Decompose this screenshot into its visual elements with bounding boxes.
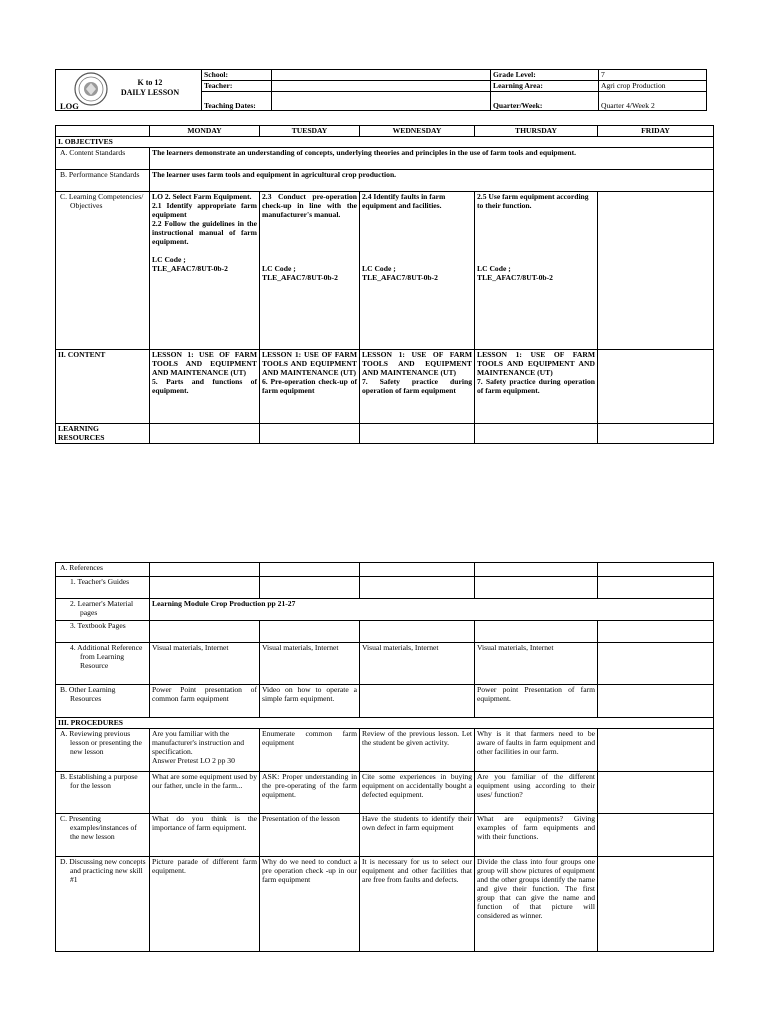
or-empty-fri bbox=[598, 685, 714, 718]
resources-empty-tue bbox=[260, 424, 360, 444]
tg-empty-wed bbox=[360, 577, 475, 599]
reviewing-thursday: Why is it that farmers need to be aware of faults in farm equipment and other facilities in our farm. bbox=[475, 729, 598, 772]
additional-ref-thursday: Visual materials, Internet bbox=[475, 643, 598, 685]
ref-empty-tue bbox=[260, 563, 360, 577]
tb-empty-tue bbox=[260, 621, 360, 643]
teacher-value bbox=[272, 81, 491, 92]
grade-value: 7 bbox=[599, 70, 707, 81]
area-label: Learning Area: bbox=[491, 81, 599, 92]
title-line-3: LOG bbox=[60, 101, 79, 111]
purpose-monday: What are some equipment used by our father, uncle in the farm... bbox=[150, 772, 260, 814]
objectives-title: I. OBJECTIVES bbox=[56, 137, 714, 148]
quarter-value: Quarter 4/Week 2 bbox=[599, 92, 707, 111]
content-standards-text: The learners demonstrate an understanding of concepts, underlying theories and principles in the use of farm tools and equipment. bbox=[150, 148, 714, 170]
discussing-wednesday: It is necessary for us to select our equipment and other facilities that are free from faults and defects. bbox=[360, 857, 475, 952]
logo-cell bbox=[56, 70, 202, 111]
reviewing-wednesday: Review of the previous lesson. Let the student be given activity. bbox=[360, 729, 475, 772]
tb-empty-thu bbox=[475, 621, 598, 643]
day-header-wednesday: WEDNESDAY bbox=[360, 126, 475, 137]
competencies-label: C. Learning Competencies/ Objectives bbox=[56, 192, 150, 350]
competencies-tuesday: 2.3 Conduct pre-operation check-up in line with the manufacturer's manual. LC Code ; TLE_AFAC7/8UT-0b-2 bbox=[260, 192, 360, 350]
purpose-thursday: Are you familiar of the different equipment using according to their uses/ function? bbox=[475, 772, 598, 814]
learners-material-text: Learning Module Crop Production pp 21-27 bbox=[150, 599, 714, 621]
competencies-monday: LO 2. Select Farm Equipment. 2.1 Identify appropriate farm equipment 2.2 Follow the guidelines in the instructional manual of farm equipment. LC Code ; TLE_AFAC7/8UT-0b-2 bbox=[150, 192, 260, 350]
discussing-monday: Picture parade of different farm equipment. bbox=[150, 857, 260, 952]
ref-empty-wed bbox=[360, 563, 475, 577]
quarter-label: Quarter/Week: bbox=[491, 92, 599, 111]
content-title: II. CONTENT bbox=[56, 350, 150, 424]
presenting-wednesday: Have the students to identify their own defect in farm equipment bbox=[360, 814, 475, 857]
learners-material-label: 2. Learner's Material pages bbox=[56, 599, 150, 621]
other-resources-monday: Power Point presentation of common farm equipment bbox=[150, 685, 260, 718]
reviewing-label: A. Reviewing previous lesson or presenting the new lesson bbox=[56, 729, 150, 772]
day-header-monday: MONDAY bbox=[150, 126, 260, 137]
ref-empty-thu bbox=[475, 563, 598, 577]
procedures-title: III. PROCEDURES bbox=[56, 718, 714, 729]
tb-empty-wed bbox=[360, 621, 475, 643]
ar-empty-fri bbox=[598, 643, 714, 685]
tg-empty-fri bbox=[598, 577, 714, 599]
reviewing-tuesday: Enumerate common farm equipment bbox=[260, 729, 360, 772]
teacher-label: Teacher: bbox=[202, 81, 272, 92]
additional-ref-wednesday: Visual materials, Internet bbox=[360, 643, 475, 685]
other-resources-thursday: Power point Presentation of farm equipment. bbox=[475, 685, 598, 718]
grade-label: Grade Level: bbox=[491, 70, 599, 81]
reviewing-monday: Are you familiar with the manufacturer's instruction and specification. Answer Pretest LO 2 pp 30 bbox=[150, 729, 260, 772]
presenting-thursday: What are equipments? Giving examples of farm equipments and with their functions. bbox=[475, 814, 598, 857]
resources-empty-thu bbox=[475, 424, 598, 444]
day-header-thursday: THURSDAY bbox=[475, 126, 598, 137]
purpose-tuesday: ASK: Proper understanding in the pre-operating of the farm equipment. bbox=[260, 772, 360, 814]
performance-standards-text: The learner uses farm tools and equipment in agricultural crop production. bbox=[150, 170, 714, 192]
pr-empty-fri bbox=[598, 814, 714, 857]
presenting-monday: What do you think is the importance of farm equipment. bbox=[150, 814, 260, 857]
resources-procedures-table bbox=[55, 562, 714, 952]
school-label: School: bbox=[202, 70, 272, 81]
presenting-label: C. Presenting examples/instances of the new lesson bbox=[56, 814, 150, 857]
competencies-friday bbox=[598, 192, 714, 350]
resources-empty-fri bbox=[598, 424, 714, 444]
tg-empty-tue bbox=[260, 577, 360, 599]
document-title bbox=[100, 78, 200, 98]
area-value: Agri crop Production bbox=[599, 81, 707, 92]
ref-empty-mon bbox=[150, 563, 260, 577]
additional-reference-label: 4. Additional Reference from Learning Resource bbox=[56, 643, 150, 685]
discussing-label: D. Discussing new concepts and practicing new skill #1 bbox=[56, 857, 150, 952]
additional-ref-tuesday: Visual materials, Internet bbox=[260, 643, 360, 685]
performance-standards-label: B. Performance Standards bbox=[56, 170, 150, 192]
content-tuesday: LESSON 1: USE OF FARM TOOLS AND EQUIPMENT AND MAINTENANCE (UT) 6. Pre-operation check-up of farm equipment bbox=[260, 350, 360, 424]
dates-value bbox=[272, 92, 491, 111]
purpose-label: B. Establishing a purpose for the lesson bbox=[56, 772, 150, 814]
content-wednesday: LESSON 1: USE OF FARM TOOLS AND EQUIPMENT AND MAINTENANCE (UT) 7. Safety practice during operation of farm equipment bbox=[360, 350, 475, 424]
day-header-friday: FRIDAY bbox=[598, 126, 714, 137]
content-thursday: LESSON 1: USE OF FARM TOOLS AND EQUIPMENT AND MAINTENANCE (UT) 7. Safety practice during operation of farm equipment. bbox=[475, 350, 598, 424]
purpose-wednesday: Cite some experiences in buying equipment on accidentally bought a defected equipment. bbox=[360, 772, 475, 814]
rv-empty-fri bbox=[598, 729, 714, 772]
title-line-2: DAILY LESSON bbox=[120, 88, 180, 97]
school-value bbox=[272, 70, 491, 81]
tb-empty-fri bbox=[598, 621, 714, 643]
di-empty-fri bbox=[598, 857, 714, 952]
pu-empty-fri bbox=[598, 772, 714, 814]
corner-cell bbox=[56, 126, 150, 137]
references-label: A. References bbox=[56, 563, 150, 577]
resources-empty-mon bbox=[150, 424, 260, 444]
header-table bbox=[55, 69, 707, 111]
tg-empty-thu bbox=[475, 577, 598, 599]
ref-empty-fri bbox=[598, 563, 714, 577]
teachers-guides-label: 1. Teacher's Guides bbox=[56, 577, 150, 599]
content-friday bbox=[598, 350, 714, 424]
resources-empty-wed bbox=[360, 424, 475, 444]
content-standards-label: A. Content Standards bbox=[56, 148, 150, 170]
tg-empty-mon bbox=[150, 577, 260, 599]
content-monday: LESSON 1: USE OF FARM TOOLS AND EQUIPMENT AND MAINTENANCE (UT) 5. Parts and functions of equipment. bbox=[150, 350, 260, 424]
additional-ref-monday: Visual materials, Internet bbox=[150, 643, 260, 685]
learning-resources-title: LEARNING RESOURCES bbox=[56, 424, 150, 444]
discussing-thursday: Divide the class into four groups one group will show pictures of equipment and the other groups identify the name and give their function. The first group that can give the name and function of that picture will considered as winner. bbox=[475, 857, 598, 952]
dates-label: Teaching Dates: bbox=[202, 92, 272, 111]
day-header-tuesday: TUESDAY bbox=[260, 126, 360, 137]
tb-empty-mon bbox=[150, 621, 260, 643]
other-resources-wednesday bbox=[360, 685, 475, 718]
competencies-wednesday: 2.4 Identify faults in farm equipment and facilities. LC Code ; TLE_AFAC7/8UT-0b-2 bbox=[360, 192, 475, 350]
presenting-tuesday: Presentation of the lesson bbox=[260, 814, 360, 857]
discussing-tuesday: Why do we need to conduct a pre operation check -up in our farm equipment bbox=[260, 857, 360, 952]
other-resources-tuesday: Video on how to operate a simple farm equipment. bbox=[260, 685, 360, 718]
objectives-table bbox=[55, 125, 714, 444]
title-line-1: K to 12 bbox=[137, 78, 163, 87]
competencies-thursday: 2.5 Use farm equipment according to their function. LC Code ; TLE_AFAC7/8UT-0b-2 bbox=[475, 192, 598, 350]
textbook-pages-label: 3. Textbook Pages bbox=[56, 621, 150, 643]
other-resources-label: B. Other Learning Resources bbox=[56, 685, 150, 718]
